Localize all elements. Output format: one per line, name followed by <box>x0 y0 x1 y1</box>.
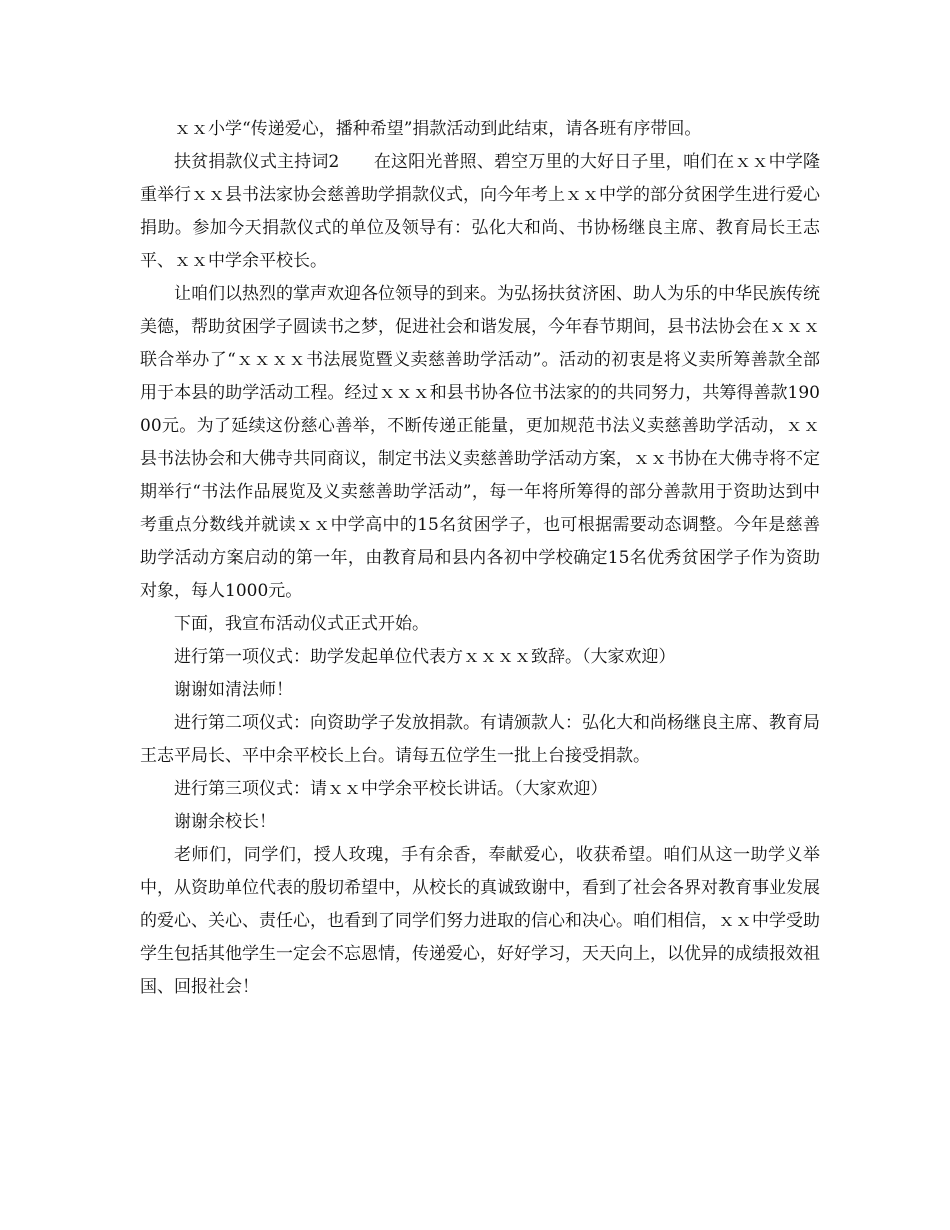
paragraph-thanks-master: 谢谢如清法师！ <box>174 680 293 700</box>
paragraph-host-intro: 扶贫捐款仪式主持词2 在这阳光普照、碧空万里的大好日子里，咱们在ｘｘ中学隆重举行ｘｘ县书法家协会慈善助学捐款仪式，向今年考上ｘｘ中学的部分贫困学生进行爱心捐助。参加今天捐款仪式的单位及领导有：弘化大和尚、书协杨继良主席、教育局长王志平、ｘｘ中学余平校长。 <box>140 152 820 271</box>
paragraph-ceremony-start: 下面，我宣布活动仪式正式开始。 <box>174 614 429 634</box>
paragraph-first-item: 进行第一项仪式：助学发起单位代表方ｘｘｘｘ致辞。（大家欢迎） <box>174 647 676 667</box>
document-body <box>140 113 820 1004</box>
paragraph-thanks-principal: 谢谢余校长！ <box>174 812 276 832</box>
paragraph-welcome-background: 让咱们以热烈的掌声欢迎各位领导的到来。为弘扬扶贫济困、助人为乐的中华民族传统美德，帮助贫困学子圆读书之梦，促进社会和谐发展，今年春节期间，县书法协会在ｘｘｘ联合举办了“ｘｘｘｘ书法展览暨义卖慈善助学活动”。活动的初衷是将义卖所筹善款全部用于本县的助学活动工程。经过ｘｘｘ和县书协各位书法家的的共同努力，共筹得善款19000元。为了延续这份慈心善举，不断传递正能量，更加规范书法义卖慈善助学活动，ｘｘ县书法协会和大佛寺共同商议，制定书法义卖慈善助学活动方案，ｘｘ书协在大佛寺将不定期举行“书法作品展览及义卖慈善助学活动”，每一年将所筹得的部分善款用于资助达到中考重点分数线并就读ｘｘ中学高中的15名贫困学子，也可根据需要动态调整。今年是慈善助学活动方案启动的第一年，由教育局和县内各初中学校确定15名优秀贫困学子作为资助对象，每人1000元。 <box>140 284 820 601</box>
paragraph-closing-announcement: ｘｘ小学“传递爱心，播种希望”捐款活动到此结束，请各班有序带回。 <box>174 119 702 139</box>
paragraph-third-item: 进行第三项仪式：请ｘｘ中学余平校长讲话。（大家欢迎） <box>174 779 608 799</box>
paragraph-closing-remarks: 老师们，同学们，授人玫瑰，手有余香，奉献爱心，收获希望。咱们从这一助学义举中，从资助单位代表的殷切希望中，从校长的真诚致谢中，看到了社会各界对教育事业发展的爱心、关心、责任心，也看到了同学们努力进取的信心和决心。咱们相信，ｘｘ中学受助学生包括其他学生一定会不忘恩情，传递爱心，好好学习，天天向上，以优异的成绩报效祖国、回报社会！ <box>140 845 820 997</box>
paragraph-second-item: 进行第二项仪式：向资助学子发放捐款。有请颁款人：弘化大和尚杨继良主席、教育局王志平局长、平中余平校长上台。请每五位学生一批上台接受捐款。 <box>140 713 820 766</box>
